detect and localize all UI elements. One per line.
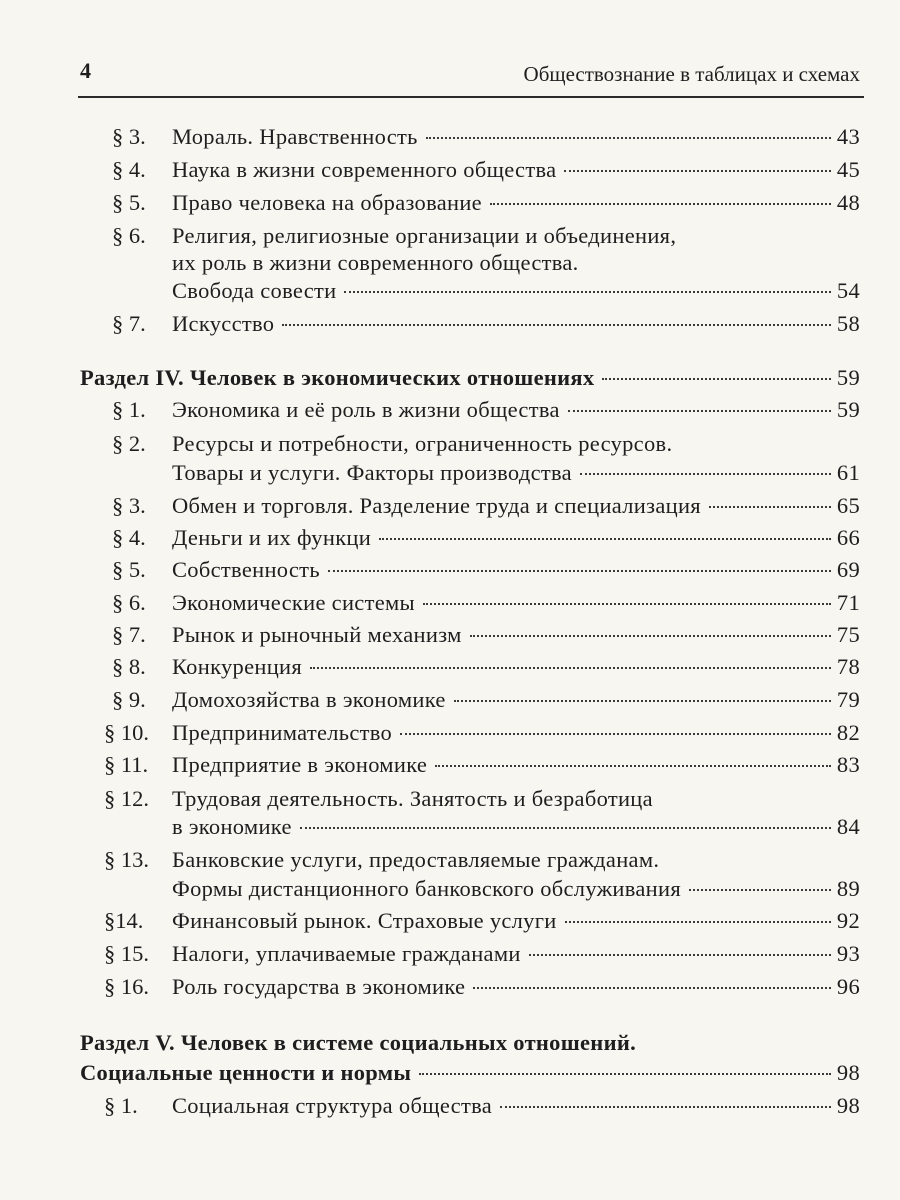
leader-dots	[423, 603, 831, 605]
toc-entry-title: Экономические системы	[172, 590, 415, 615]
leader-dots	[344, 291, 830, 293]
leader-dots	[473, 987, 831, 989]
leader-dots	[565, 921, 831, 923]
leader-dots	[580, 473, 831, 475]
toc-entry-title: Предприятие в экономике	[172, 752, 428, 777]
toc-page-number: 66	[836, 525, 860, 550]
toc-section-number: § 4.	[112, 157, 146, 182]
toc-section-number: § 16.	[104, 974, 149, 999]
toc-page-number: 93	[836, 941, 860, 966]
toc-section-number: § 5.	[112, 557, 146, 582]
leader-dots	[709, 506, 831, 508]
toc-page-number: 71	[836, 590, 860, 615]
toc-entry-title: Деньги и их функци	[172, 525, 372, 550]
toc-page-number: 75	[836, 622, 860, 647]
toc-page-number: 82	[836, 720, 860, 745]
toc-section-number: § 7.	[112, 311, 146, 336]
leader-dots	[564, 170, 831, 172]
toc-entry[interactable]	[172, 278, 860, 304]
toc-page-number: 78	[836, 654, 860, 679]
toc-entry[interactable]	[172, 752, 860, 778]
toc-part-heading[interactable]	[80, 365, 860, 391]
toc-entry-title: Налоги, уплачиваемые гражданами	[172, 941, 521, 966]
toc-entry-title: Право человека на образование	[172, 190, 482, 215]
toc-entry-line	[172, 431, 672, 457]
toc-section-number: § 1.	[112, 397, 146, 422]
toc-entry[interactable]	[172, 460, 860, 486]
toc-page-number: 79	[836, 687, 860, 712]
leader-dots	[328, 570, 831, 572]
leader-dots	[529, 954, 831, 956]
toc-section-number: § 13.	[104, 847, 149, 872]
toc-part-heading[interactable]	[80, 1060, 860, 1086]
toc-section-number: § 6.	[112, 223, 146, 248]
toc-page-number: 58	[836, 311, 860, 336]
toc-page-number: 43	[836, 124, 860, 149]
toc-entry-title: Конкуренция	[172, 654, 303, 679]
toc-entry[interactable]	[172, 311, 860, 337]
toc-entry[interactable]	[172, 687, 860, 713]
leader-dots	[426, 137, 831, 139]
toc-page-number: 45	[836, 157, 860, 182]
toc-entry-title: Экономика и её роль в жизни общества	[172, 397, 560, 422]
toc-page-number: 92	[836, 908, 860, 933]
leader-dots	[310, 667, 831, 669]
toc-section-number: § 2.	[112, 431, 146, 456]
toc-entry[interactable]	[172, 654, 860, 680]
toc-entry-title: Социальная структура общества	[172, 1093, 492, 1118]
toc-entry-title: Собственность	[172, 557, 320, 582]
page-number: 4	[80, 58, 91, 83]
toc-entry[interactable]	[172, 720, 860, 746]
toc-entry-title-line: Ресурсы и потребности, ограниченность ресурсов.	[172, 431, 673, 456]
toc-section-number: § 11.	[104, 752, 149, 777]
toc-entry[interactable]	[172, 622, 860, 648]
toc-entry-title: Рынок и рыночный механизм	[172, 622, 462, 647]
toc-entry-title: Роль государства в экономике	[172, 974, 466, 999]
toc-entry[interactable]	[172, 525, 860, 551]
toc-page-number: 65	[836, 493, 860, 518]
leader-dots	[689, 889, 831, 891]
toc-entry-title: Мораль. Нравственность	[172, 124, 418, 149]
toc-section-number: § 7.	[112, 622, 146, 647]
toc-entry-title: в экономике	[172, 814, 292, 839]
toc-entry-title: Домохозяйства в экономике	[172, 687, 446, 712]
toc-entry-title: Товары и услуги. Факторы производства	[172, 460, 572, 485]
toc-entry[interactable]	[172, 493, 860, 519]
toc-entry-title-line: Трудовая деятельность. Занятость и безработица	[172, 786, 653, 811]
toc-page-number: 48	[836, 190, 860, 215]
toc-section-number: § 6.	[112, 590, 146, 615]
toc-page-number: 59	[836, 397, 860, 422]
toc-entry-line	[172, 847, 659, 873]
toc-page-number: 59	[836, 365, 860, 390]
toc-entry-title-line: Банковские услуги, предоставляемые гражданам.	[172, 847, 660, 872]
toc-entry-title: Свобода совести	[172, 278, 337, 303]
toc-part-title: Социальные ценности и нормы	[80, 1060, 412, 1085]
leader-dots	[435, 765, 831, 767]
toc-entry[interactable]	[172, 814, 860, 840]
toc-section-number: § 5.	[112, 190, 146, 215]
toc-entry[interactable]	[172, 590, 860, 616]
toc-section-number: § 12.	[104, 786, 149, 811]
leader-dots	[282, 324, 831, 326]
toc-entry[interactable]	[172, 908, 860, 934]
leader-dots	[379, 538, 831, 540]
toc-entry-title: Финансовый рынок. Страховые услуги	[172, 908, 557, 933]
toc-entry[interactable]	[172, 557, 860, 583]
leader-dots	[400, 733, 831, 735]
running-head: Обществознание в таблицах и схемах	[523, 62, 860, 86]
leader-dots	[419, 1073, 831, 1075]
leader-dots	[602, 378, 830, 380]
toc-page-number: 84	[836, 814, 860, 839]
toc-page-number: 89	[836, 876, 860, 901]
toc-entry-title: Формы дистанционного банковского обслуживания	[172, 876, 682, 901]
toc-entry-line	[172, 223, 676, 249]
leader-dots	[568, 410, 831, 412]
leader-dots	[454, 700, 831, 702]
toc-part-heading-line	[80, 1030, 636, 1056]
leader-dots	[470, 635, 831, 637]
toc-section-number: §14.	[104, 908, 144, 933]
toc-entry-title: Обмен и торговля. Разделение труда и специализация	[172, 493, 701, 518]
toc-page-number: 98	[836, 1060, 860, 1085]
toc-section-number: § 8.	[112, 654, 146, 679]
leader-dots	[500, 1106, 831, 1108]
toc-entry-title-line: Религия, религиозные организации и объединения,	[172, 223, 677, 248]
toc-entry[interactable]	[172, 124, 860, 150]
toc-section-number: § 15.	[104, 941, 149, 966]
toc-section-number: § 10.	[104, 720, 149, 745]
toc-page-number: 83	[836, 752, 860, 777]
toc-entry-title: Предпринимательство	[172, 720, 393, 745]
toc-entry[interactable]	[172, 974, 860, 1000]
toc-entry[interactable]	[172, 876, 860, 902]
toc-section-number: § 1.	[104, 1093, 138, 1118]
toc-section-number: § 3.	[112, 493, 146, 518]
toc-part-title-line: Раздел V. Человек в системе социальных отношений.	[80, 1030, 637, 1055]
toc-part-title: Раздел IV. Человек в экономических отношениях	[80, 365, 595, 390]
toc-entry[interactable]	[172, 157, 860, 183]
toc-entry-title: Наука в жизни современного общества	[172, 157, 557, 182]
toc-entry[interactable]	[172, 190, 860, 216]
toc-entry-line	[172, 250, 579, 276]
toc-section-number: § 3.	[112, 124, 146, 149]
toc-page-number: 69	[836, 557, 860, 582]
toc-entry[interactable]	[172, 941, 860, 967]
leader-dots	[490, 203, 831, 205]
toc-entry-title: Искусство	[172, 311, 275, 336]
toc-entry-title-line: их роль в жизни современного общества.	[172, 250, 579, 275]
toc-page-number: 61	[836, 460, 860, 485]
toc-section-number: § 4.	[112, 525, 146, 550]
toc-page-number: 54	[836, 278, 860, 303]
leader-dots	[300, 827, 831, 829]
toc-page-number: 98	[836, 1093, 860, 1118]
toc-page-number: 96	[836, 974, 860, 999]
toc-entry[interactable]	[172, 1093, 860, 1119]
toc-section-number: § 9.	[112, 687, 146, 712]
toc-entry[interactable]	[172, 397, 860, 423]
toc-entry-line	[172, 786, 653, 812]
